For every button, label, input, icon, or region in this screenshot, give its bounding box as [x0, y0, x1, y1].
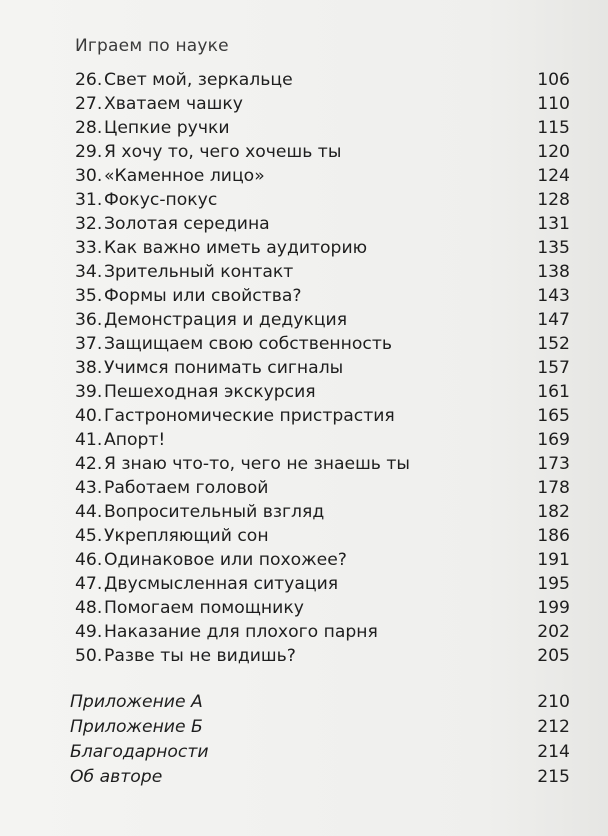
chapter-number: 36.	[75, 310, 103, 330]
chapter-number: 38.	[75, 358, 103, 378]
page-number: 199	[537, 598, 570, 618]
page-number: 215	[537, 767, 570, 787]
toc-entry	[75, 476, 570, 500]
page-number: 173	[537, 454, 570, 474]
chapter-number: 34.	[75, 262, 103, 282]
chapter-title: Разве ты не видишь?	[104, 646, 296, 666]
chapter-number: 44.	[75, 502, 103, 522]
chapter-number: 41.	[75, 430, 103, 450]
toc-entry	[75, 68, 570, 92]
page-number: 191	[537, 550, 570, 570]
chapter-title: Как важно иметь аудиторию	[104, 238, 368, 258]
toc-entry	[75, 620, 570, 644]
chapter-number: 50.	[75, 646, 103, 666]
page-number: 195	[537, 574, 570, 594]
chapter-number: 43.	[75, 478, 103, 498]
back-matter-entry	[70, 715, 570, 740]
toc-entry	[75, 452, 570, 476]
page-number: 131	[537, 214, 570, 234]
chapter-number: 28.	[75, 118, 103, 138]
chapter-number: 46.	[75, 550, 103, 570]
toc-entry	[75, 572, 570, 596]
table-of-contents	[75, 68, 570, 668]
page-number: 169	[537, 430, 570, 450]
toc-entry	[75, 284, 570, 308]
back-matter-title: Приложение Б	[70, 717, 203, 737]
toc-entry	[75, 548, 570, 572]
toc-entry	[75, 188, 570, 212]
chapter-number: 26.	[75, 70, 103, 90]
page-number: 157	[537, 358, 570, 378]
chapter-title: Апорт!	[104, 430, 166, 450]
chapter-title: Вопросительный взгляд	[104, 502, 325, 522]
chapter-title: Помогаем помощнику	[104, 598, 304, 618]
page-number: 110	[537, 94, 570, 114]
toc-entry	[75, 524, 570, 548]
toc-entry	[75, 92, 570, 116]
chapter-title: Работаем головой	[104, 478, 269, 498]
page-number: 161	[537, 382, 570, 402]
running-head: Играем по науке	[75, 36, 229, 56]
page-number: 186	[537, 526, 570, 546]
chapter-title: «Каменное лицо»	[104, 166, 265, 186]
page-number: 212	[537, 717, 570, 737]
back-matter-title: Об авторе	[70, 767, 163, 787]
chapter-title: Наказание для плохого парня	[104, 622, 378, 642]
chapter-number: 37.	[75, 334, 103, 354]
chapter-number: 32.	[75, 214, 103, 234]
chapter-number: 35.	[75, 286, 103, 306]
back-matter-entry	[70, 765, 570, 790]
toc-entry	[75, 140, 570, 164]
page-number: 178	[537, 478, 570, 498]
chapter-title: Зрительный контакт	[104, 262, 294, 282]
chapter-number: 31.	[75, 190, 103, 210]
toc-entry	[75, 644, 570, 668]
toc-entry	[75, 236, 570, 260]
toc-entry	[75, 356, 570, 380]
chapter-title: Учимся понимать сигналы	[104, 358, 344, 378]
page-number: 143	[537, 286, 570, 306]
chapter-title: Гастрономические пристрастия	[104, 406, 395, 426]
chapter-title: Фокус-покус	[104, 190, 218, 210]
chapter-number: 47.	[75, 574, 103, 594]
chapter-number: 39.	[75, 382, 103, 402]
toc-entry	[75, 260, 570, 284]
chapter-title: Я знаю что-то, чего не знаешь ты	[104, 454, 410, 474]
toc-entry	[75, 116, 570, 140]
page-number: 106	[537, 70, 570, 90]
toc-entry	[75, 212, 570, 236]
chapter-number: 30.	[75, 166, 103, 186]
chapter-number: 27.	[75, 94, 103, 114]
back-matter-title: Благодарности	[70, 742, 209, 762]
toc-entry	[75, 164, 570, 188]
chapter-title: Двусмысленная ситуация	[104, 574, 339, 594]
chapter-number: 49.	[75, 622, 103, 642]
chapter-title: Пешеходная экскурсия	[104, 382, 316, 402]
chapter-number: 33.	[75, 238, 103, 258]
chapter-title: Золотая середина	[104, 214, 270, 234]
toc-entry	[75, 404, 570, 428]
page-number: 138	[537, 262, 570, 282]
page-number: 135	[537, 238, 570, 258]
back-matter-entry	[70, 740, 570, 765]
toc-entry	[75, 308, 570, 332]
page-number: 128	[537, 190, 570, 210]
chapter-title: Формы или свойства?	[104, 286, 302, 306]
chapter-title: Одинаковое или похожее?	[104, 550, 347, 570]
chapter-title: Я хочу то, чего хочешь ты	[104, 142, 342, 162]
chapter-number: 42.	[75, 454, 103, 474]
toc-entry	[75, 500, 570, 524]
chapter-title: Защищаем свою собственность	[104, 334, 392, 354]
chapter-number: 45.	[75, 526, 103, 546]
toc-entry	[75, 428, 570, 452]
toc-entry	[75, 332, 570, 356]
page-number: 115	[537, 118, 570, 138]
back-matter-entry	[70, 690, 570, 715]
toc-entry	[75, 380, 570, 404]
page-number: 152	[537, 334, 570, 354]
back-matter-list	[70, 690, 570, 790]
chapter-title: Свет мой, зеркальце	[104, 70, 293, 90]
page-number: 120	[537, 142, 570, 162]
chapter-title: Цепкие ручки	[104, 118, 230, 138]
page-number: 124	[537, 166, 570, 186]
page-number: 147	[537, 310, 570, 330]
chapter-title: Хватаем чашку	[104, 94, 243, 114]
page-number: 210	[537, 692, 570, 712]
chapter-number: 48.	[75, 598, 103, 618]
toc-entry	[75, 596, 570, 620]
back-matter-title: Приложение А	[70, 692, 203, 712]
page-number: 182	[537, 502, 570, 522]
page-number: 214	[537, 742, 570, 762]
chapter-title: Укрепляющий сон	[104, 526, 269, 546]
page-number: 202	[537, 622, 570, 642]
chapter-title: Демонстрация и дедукция	[104, 310, 348, 330]
chapter-number: 40.	[75, 406, 103, 426]
chapter-number: 29.	[75, 142, 103, 162]
page-number: 165	[537, 406, 570, 426]
page-number: 205	[537, 646, 570, 666]
